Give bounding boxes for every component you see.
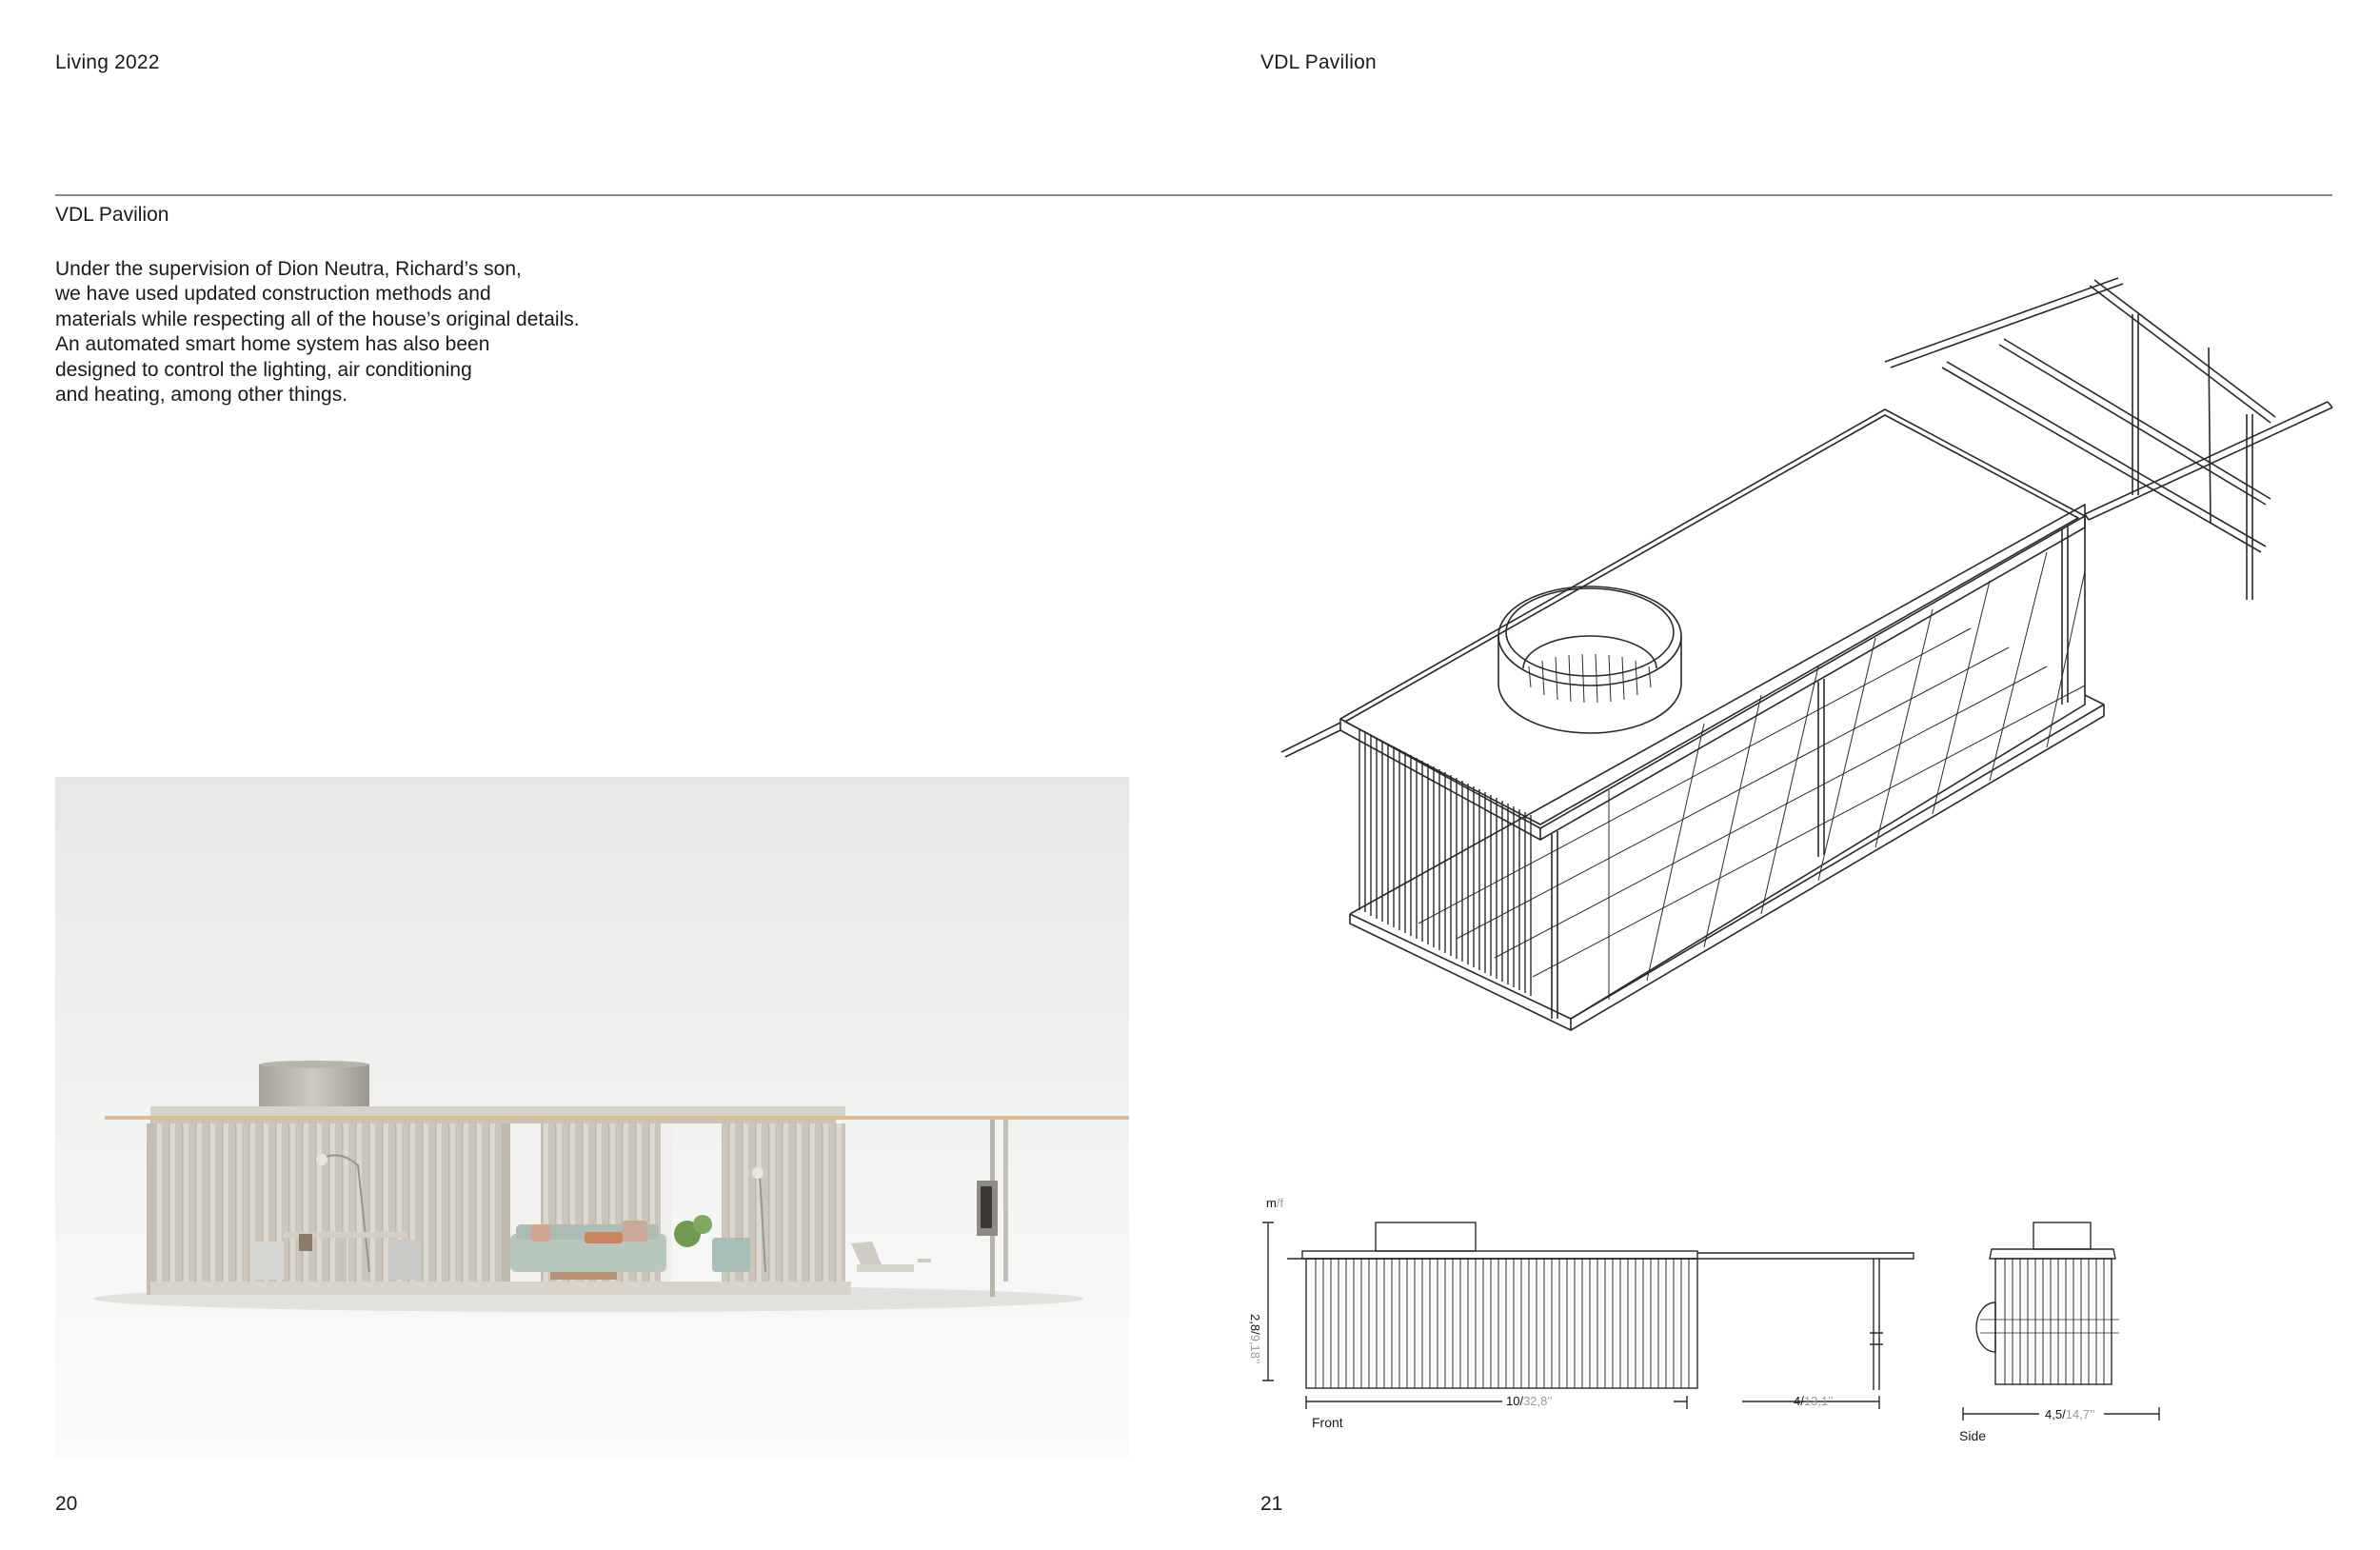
unit-label [1266, 1196, 1283, 1210]
overhang-f: 13,1’’ [1803, 1394, 1834, 1408]
divider-right [1129, 194, 2332, 196]
front-length-f: 32,8’’ [1523, 1394, 1553, 1408]
pavilion-photo [55, 777, 1129, 1459]
page-number-right: 21 [1260, 1493, 1283, 1515]
front-length-m: 10/ [1506, 1394, 1524, 1408]
side-width-f: 14,7’’ [2065, 1407, 2095, 1421]
side-caption: Side [1959, 1428, 1987, 1443]
body-line: we have used updated construction methods and [55, 283, 491, 306]
body-line: An automated smart home system has also been [55, 333, 490, 356]
body-copy [55, 257, 684, 407]
divider-left [55, 194, 1129, 196]
unit-m: m [1266, 1196, 1277, 1210]
body-line: materials while respecting all of the house’s original details. [55, 308, 580, 330]
section-title: VDL Pavilion [55, 204, 169, 226]
body-line: Under the supervision of Dion Neutra, Richard’s son, [55, 258, 522, 280]
running-head-right: VDL Pavilion [1260, 51, 1377, 73]
front-length-dimension [1506, 1394, 1553, 1408]
front-caption: Front [1312, 1415, 1343, 1430]
body-line: and heating, among other things. [55, 384, 348, 407]
isometric-drawing [1266, 257, 2342, 1047]
unit-sep: / [1276, 1196, 1280, 1210]
height-f: 9,18’’ [1248, 1334, 1262, 1364]
front-slats [1316, 1259, 1689, 1388]
height-dimension [1248, 1314, 1262, 1364]
body-line: designed to control the lighting, air conditioning [55, 358, 472, 381]
unit-f: f [1279, 1196, 1284, 1210]
side-slats [2005, 1259, 2104, 1384]
side-width-m: 4,5/ [2045, 1407, 2066, 1421]
height-m: 2,8/ [1248, 1314, 1262, 1335]
running-head-left: Living 2022 [55, 51, 160, 73]
pavilion-photo-illustration [55, 777, 1129, 1459]
overhang-m: 4/ [1794, 1394, 1804, 1408]
page-number-left: 20 [55, 1493, 78, 1515]
side-width-dimension [2045, 1407, 2095, 1421]
overhang-dimension [1794, 1394, 1834, 1408]
